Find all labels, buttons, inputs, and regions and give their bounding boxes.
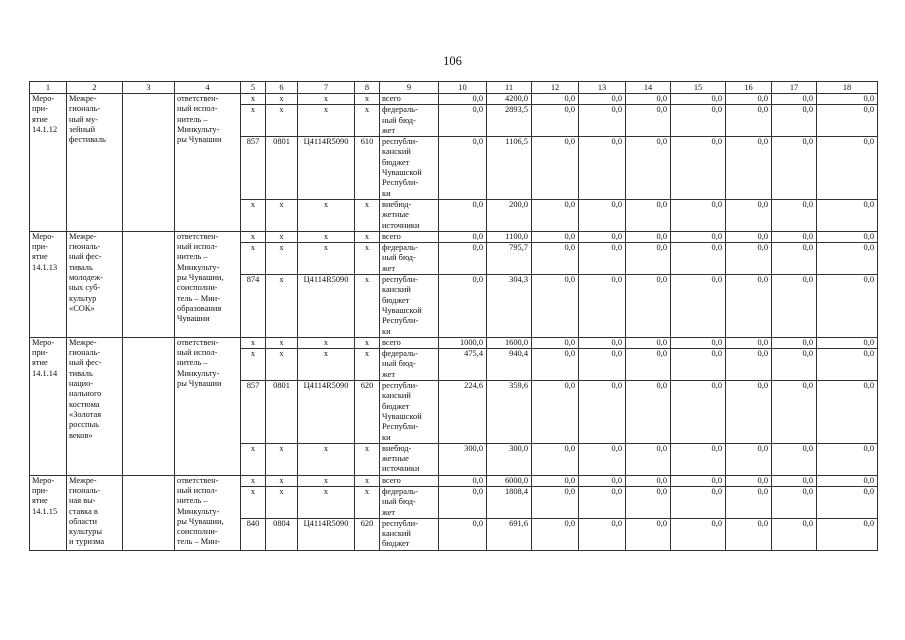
value-cell: 2893,5 [487,105,532,137]
section-code-cell: x [266,337,298,348]
value-cell: 0,0 [579,275,626,338]
value-cell: 0,0 [532,381,579,444]
value-cell: 0,0 [817,475,878,486]
value-cell: 0,0 [532,486,579,518]
funding-source-cell: федераль- ный бюд- жет [380,243,439,275]
grbs-code-cell: 857 [241,381,266,444]
value-cell: 0,0 [532,518,579,550]
value-cell: 0,0 [671,137,726,200]
value-cell: 0,0 [439,94,487,105]
value-cell: 359,6 [487,381,532,444]
section-code-cell: x [266,443,298,475]
target-article-cell: x [298,475,355,486]
expense-type-cell: x [355,475,380,486]
value-cell: 0,0 [579,105,626,137]
column-header-14: 14 [626,82,671,94]
column-header-7: 7 [298,82,355,94]
empty-cell [123,337,175,475]
value-cell: 0,0 [532,349,579,381]
header-row [30,82,878,94]
value-cell: 0,0 [532,94,579,105]
column-header-11: 11 [487,82,532,94]
funding-source-cell: республи- канский бюджет [380,518,439,550]
table-row [30,231,878,242]
value-cell: 0,0 [817,349,878,381]
value-cell: 0,0 [726,443,772,475]
value-cell: 0,0 [439,231,487,242]
expense-type-cell: 620 [355,381,380,444]
value-cell: 0,0 [772,443,817,475]
grbs-code-cell: x [241,231,266,242]
section-code-cell: x [266,105,298,137]
value-cell: 0,0 [817,486,878,518]
value-cell: 0,0 [726,105,772,137]
value-cell: 0,0 [579,349,626,381]
value-cell: 0,0 [579,137,626,200]
value-cell: 0,0 [671,518,726,550]
event-name-cell: Межре- гиональ- ная вы- ставка в области культуры и туризма [67,475,123,550]
grbs-code-cell: x [241,486,266,518]
value-cell: 0,0 [579,486,626,518]
grbs-code-cell: x [241,199,266,231]
value-cell: 0,0 [626,486,671,518]
target-article-cell: x [298,231,355,242]
value-cell: 0,0 [726,475,772,486]
value-cell: 0,0 [817,337,878,348]
value-cell: 0,0 [817,518,878,550]
value-cell: 0,0 [671,199,726,231]
section-code-cell: 0804 [266,518,298,550]
value-cell: 0,0 [726,137,772,200]
column-header-18: 18 [817,82,878,94]
funding-source-cell: внебюд- жетные источники [380,443,439,475]
value-cell: 4200,0 [487,94,532,105]
value-cell: 0,0 [671,349,726,381]
value-cell: 224,6 [439,381,487,444]
value-cell: 0,0 [671,443,726,475]
target-article-cell: Ц4114R5090 [298,518,355,550]
value-cell: 0,0 [726,518,772,550]
expense-type-cell: 620 [355,518,380,550]
section-code-cell: 0801 [266,381,298,444]
expense-type-cell: x [355,94,380,105]
column-header-17: 17 [772,82,817,94]
value-cell: 0,0 [579,443,626,475]
value-cell: 0,0 [626,443,671,475]
expense-type-cell: x [355,231,380,242]
value-cell: 0,0 [726,275,772,338]
table-row [30,475,878,486]
responsible-cell: ответствен- ный испол- нитель – Минкульту- ры Чувашии [175,94,241,232]
value-cell: 0,0 [772,475,817,486]
value-cell: 0,0 [671,337,726,348]
expense-type-cell: 610 [355,137,380,200]
responsible-cell: ответствен- ный испол- нитель – Минкульту- ры Чувашии [175,337,241,475]
event-number-cell: Меро- при- ятие 14.1.12 [30,94,67,232]
expense-type-cell: x [355,337,380,348]
value-cell: 0,0 [626,381,671,444]
value-cell: 0,0 [532,137,579,200]
value-cell: 0,0 [579,231,626,242]
grbs-code-cell: x [241,349,266,381]
target-article-cell: x [298,337,355,348]
value-cell: 1808,4 [487,486,532,518]
value-cell: 0,0 [817,199,878,231]
value-cell: 0,0 [817,94,878,105]
event-name-cell: Межре- гиональ- ный му- зейный фестиваль [67,94,123,232]
value-cell: 0,0 [726,349,772,381]
grbs-code-cell: x [241,475,266,486]
value-cell: 0,0 [671,243,726,275]
budget-table [29,81,878,551]
empty-cell [123,231,175,337]
event-number-cell: Меро- при- ятие 14.1.15 [30,475,67,550]
target-article-cell: Ц4114R5090 [298,275,355,338]
section-code-cell: x [266,94,298,105]
value-cell: 0,0 [772,349,817,381]
section-code-cell: x [266,243,298,275]
value-cell: 0,0 [439,105,487,137]
funding-source-cell: всего [380,94,439,105]
value-cell: 0,0 [772,337,817,348]
value-cell: 0,0 [532,105,579,137]
section-code-cell: x [266,486,298,518]
column-header-16: 16 [726,82,772,94]
expense-type-cell: x [355,243,380,275]
funding-source-cell: всего [380,337,439,348]
value-cell: 0,0 [772,105,817,137]
target-article-cell: x [298,199,355,231]
value-cell: 0,0 [532,443,579,475]
value-cell: 691,6 [487,518,532,550]
value-cell: 0,0 [439,518,487,550]
value-cell: 0,0 [579,94,626,105]
value-cell: 0,0 [817,243,878,275]
page-number: 106 [443,54,462,68]
target-article-cell: x [298,349,355,381]
grbs-code-cell: x [241,94,266,105]
value-cell: 0,0 [579,243,626,275]
value-cell: 940,4 [487,349,532,381]
column-header-8: 8 [355,82,380,94]
value-cell: 0,0 [772,486,817,518]
value-cell: 0,0 [626,275,671,338]
value-cell: 0,0 [726,381,772,444]
column-header-9: 9 [380,82,439,94]
column-header-5: 5 [241,82,266,94]
value-cell: 0,0 [439,486,487,518]
value-cell: 0,0 [671,381,726,444]
column-header-3: 3 [123,82,175,94]
target-article-cell: x [298,94,355,105]
value-cell: 0,0 [817,275,878,338]
value-cell: 0,0 [772,137,817,200]
value-cell: 1000,0 [439,337,487,348]
value-cell: 1600,0 [487,337,532,348]
target-article-cell: Ц4114R5090 [298,137,355,200]
value-cell: 1106,5 [487,137,532,200]
value-cell: 0,0 [626,475,671,486]
grbs-code-cell: x [241,105,266,137]
value-cell: 0,0 [579,475,626,486]
value-cell: 0,0 [772,199,817,231]
grbs-code-cell: x [241,443,266,475]
value-cell: 475,4 [439,349,487,381]
value-cell: 0,0 [532,231,579,242]
value-cell: 0,0 [626,137,671,200]
expense-type-cell: x [355,199,380,231]
value-cell: 0,0 [772,243,817,275]
value-cell: 0,0 [532,475,579,486]
value-cell: 300,0 [487,443,532,475]
expense-type-cell: x [355,486,380,518]
section-code-cell: x [266,349,298,381]
event-number-cell: Меро- при- ятие 14.1.14 [30,337,67,475]
value-cell: 0,0 [439,137,487,200]
value-cell: 0,0 [772,381,817,444]
value-cell: 0,0 [726,337,772,348]
target-article-cell: x [298,105,355,137]
section-code-cell: x [266,475,298,486]
table-row [30,337,878,348]
value-cell: 0,0 [579,518,626,550]
value-cell: 795,7 [487,243,532,275]
value-cell: 0,0 [579,381,626,444]
responsible-cell: ответствен- ный испол- нитель – Минкульту- ры Чувашии, соисполни- тель – Мин- образования Чувашии [175,231,241,337]
value-cell: 0,0 [439,243,487,275]
funding-source-cell: республи- канский бюджет Чувашской Республи- ки [380,381,439,444]
grbs-code-cell: 840 [241,518,266,550]
value-cell: 200,0 [487,199,532,231]
value-cell: 0,0 [817,137,878,200]
target-article-cell: x [298,243,355,275]
value-cell: 0,0 [726,199,772,231]
funding-source-cell: внебюд- жетные источники [380,199,439,231]
value-cell: 0,0 [726,231,772,242]
event-name-cell: Межре- гиональ- ный фес- тиваль молодеж- ных суб- культур «СОК» [67,231,123,337]
value-cell: 0,0 [579,337,626,348]
event-name-cell: Межре- гиональ- ный фес- тиваль нацио- нального костюма «Золотая росспыь веков» [67,337,123,475]
value-cell: 0,0 [671,275,726,338]
grbs-code-cell: 874 [241,275,266,338]
expense-type-cell: x [355,443,380,475]
grbs-code-cell: x [241,337,266,348]
value-cell: 0,0 [626,199,671,231]
value-cell: 0,0 [817,105,878,137]
value-cell: 0,0 [726,94,772,105]
empty-cell [123,475,175,550]
target-article-cell: x [298,486,355,518]
value-cell: 0,0 [772,94,817,105]
column-header-15: 15 [671,82,726,94]
column-header-12: 12 [532,82,579,94]
value-cell: 0,0 [671,105,726,137]
column-header-2: 2 [67,82,123,94]
value-cell: 0,0 [532,199,579,231]
responsible-cell: ответствен- ный испол- нитель – Минкульту- ры Чувашии, соисполни- тель – Мин- [175,475,241,550]
value-cell: 0,0 [439,475,487,486]
value-cell: 304,3 [487,275,532,338]
funding-source-cell: республи- канский бюджет Чувашской Республи- ки [380,275,439,338]
value-cell: 0,0 [579,199,626,231]
value-cell: 0,0 [671,486,726,518]
value-cell: 0,0 [817,443,878,475]
value-cell: 0,0 [817,231,878,242]
column-header-10: 10 [439,82,487,94]
value-cell: 0,0 [726,243,772,275]
value-cell: 6000,0 [487,475,532,486]
value-cell: 0,0 [532,243,579,275]
target-article-cell: Ц4114R5090 [298,381,355,444]
section-code-cell: 0801 [266,137,298,200]
value-cell: 0,0 [626,243,671,275]
table-row [30,94,878,105]
section-code-cell: x [266,231,298,242]
column-header-1: 1 [30,82,67,94]
funding-source-cell: федераль- ный бюд- жет [380,486,439,518]
value-cell: 0,0 [772,275,817,338]
value-cell: 300,0 [439,443,487,475]
value-cell: 0,0 [817,381,878,444]
value-cell: 0,0 [626,337,671,348]
value-cell: 0,0 [439,275,487,338]
grbs-code-cell: 857 [241,137,266,200]
value-cell: 0,0 [671,94,726,105]
value-cell: 0,0 [626,231,671,242]
section-code-cell: x [266,275,298,338]
value-cell: 0,0 [532,337,579,348]
value-cell: 0,0 [772,231,817,242]
value-cell: 0,0 [626,518,671,550]
funding-source-cell: всего [380,231,439,242]
event-number-cell: Меро- при- ятие 14.1.13 [30,231,67,337]
value-cell: 0,0 [671,475,726,486]
expense-type-cell: x [355,105,380,137]
value-cell: 0,0 [671,231,726,242]
expense-type-cell: x [355,275,380,338]
target-article-cell: x [298,443,355,475]
grbs-code-cell: x [241,243,266,275]
value-cell: 1100,0 [487,231,532,242]
funding-source-cell: федераль- ный бюд- жет [380,349,439,381]
section-code-cell: x [266,199,298,231]
value-cell: 0,0 [726,486,772,518]
column-header-4: 4 [175,82,241,94]
funding-source-cell: всего [380,475,439,486]
value-cell: 0,0 [532,275,579,338]
value-cell: 0,0 [772,518,817,550]
funding-source-cell: федераль- ный бюд- жет [380,105,439,137]
value-cell: 0,0 [626,105,671,137]
value-cell: 0,0 [626,94,671,105]
value-cell: 0,0 [439,199,487,231]
expense-type-cell: x [355,349,380,381]
funding-source-cell: республи- канский бюджет Чувашской Республи- ки [380,137,439,200]
column-header-6: 6 [266,82,298,94]
value-cell: 0,0 [626,349,671,381]
empty-cell [123,94,175,232]
column-header-13: 13 [579,82,626,94]
